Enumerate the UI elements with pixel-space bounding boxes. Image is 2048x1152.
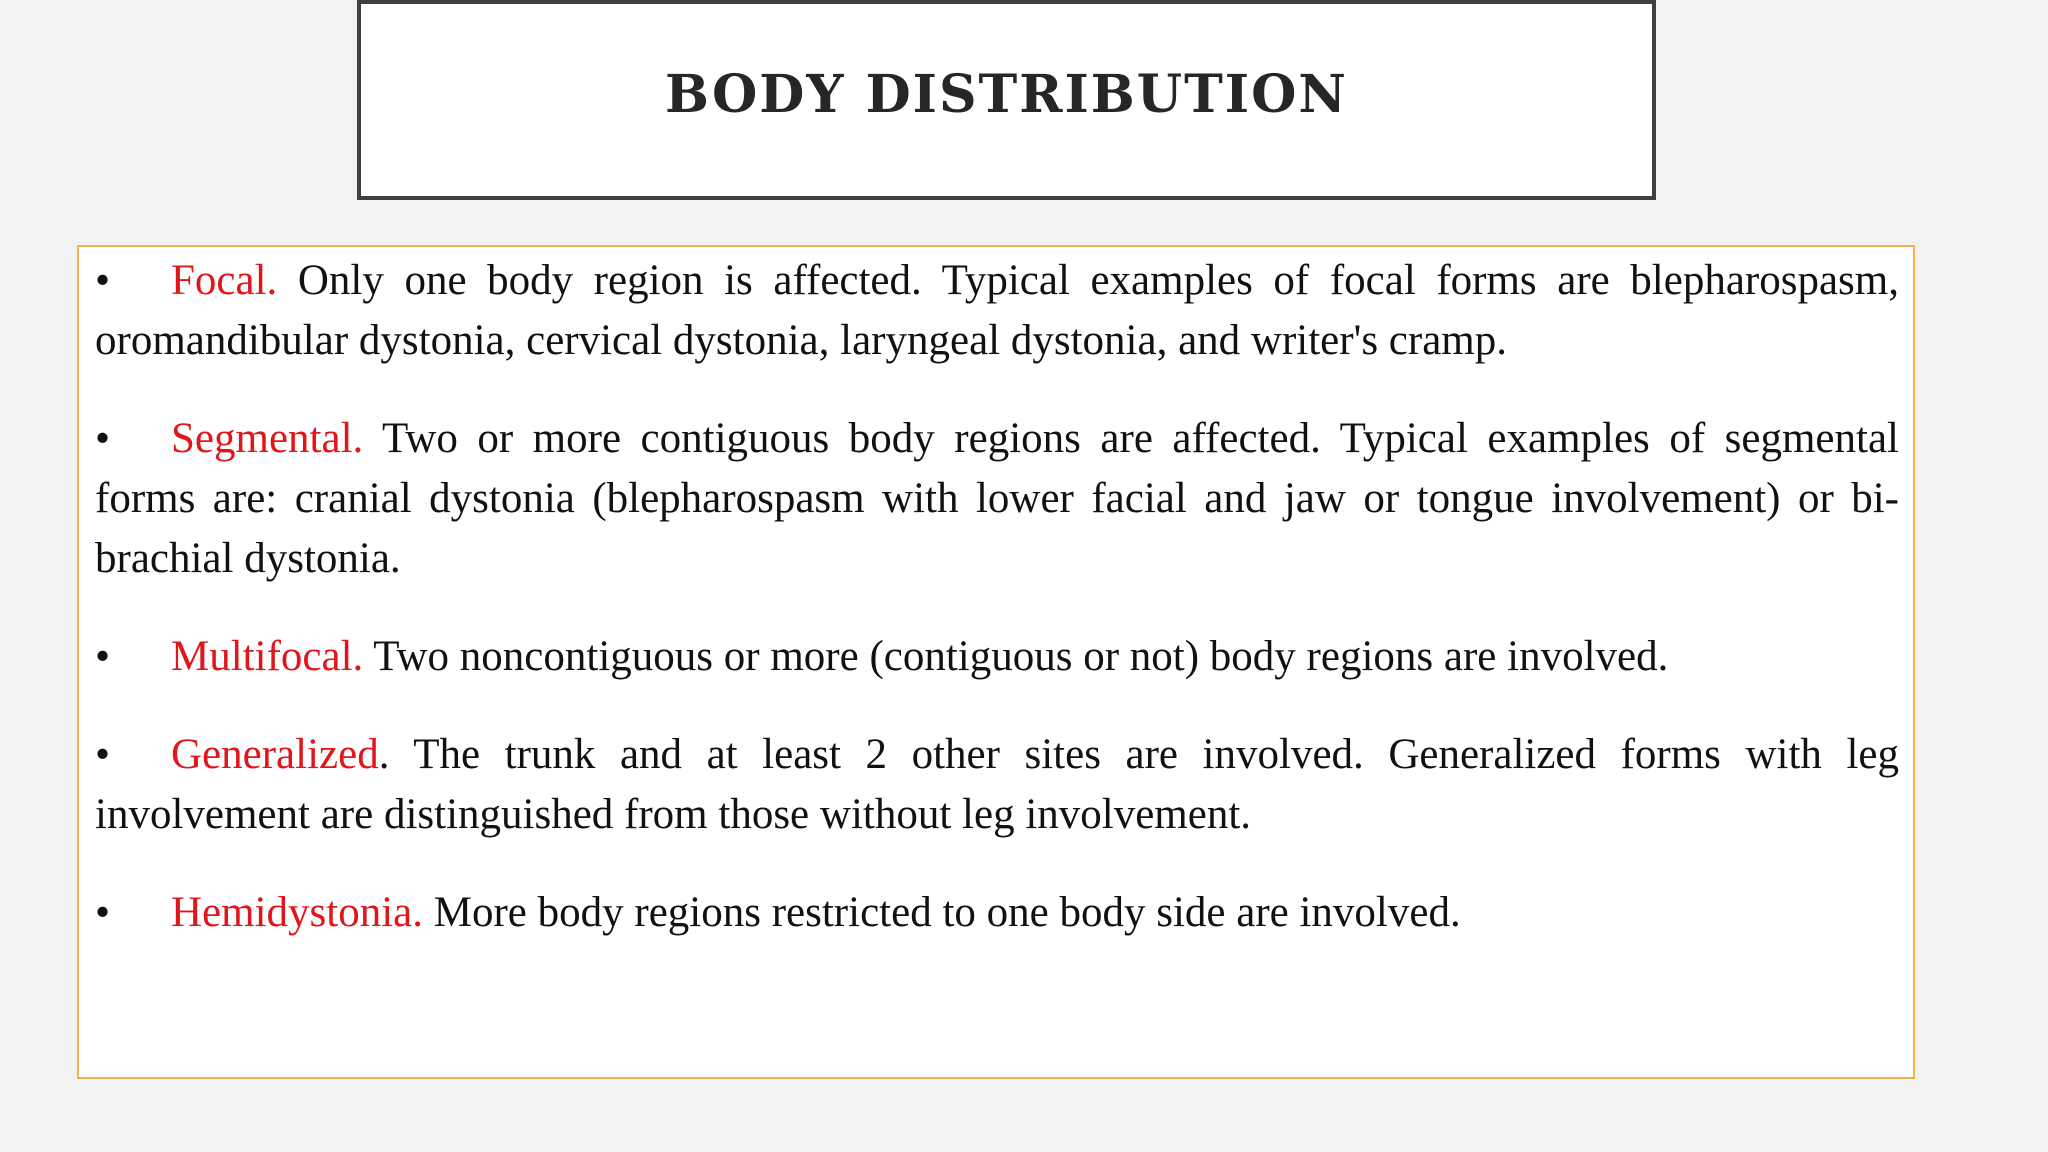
list-item-generalized <box>95 725 1899 845</box>
bullet: • <box>95 415 111 462</box>
bullet: • <box>95 889 111 936</box>
description-multifocal: Two noncontiguous or more (contiguous or not) body regions are involved. <box>363 633 1669 680</box>
description-segmental: Two or more contiguous body regions are affected. Typical examples of segmental forms are: cranial dystonia (blepharospasm with lower facial and jaw or tongue involvement) or bi-brachial dystonia. <box>95 415 1899 582</box>
description-hemidystonia: More body regions restricted to one body side are involved. <box>423 889 1461 936</box>
list-item-focal <box>95 251 1899 371</box>
term-hemidystonia: Hemidystonia. <box>171 889 423 936</box>
term-multifocal: Multifocal. <box>171 633 364 680</box>
content-box <box>77 245 1915 1079</box>
bullet: • <box>95 731 111 778</box>
list-item-segmental <box>95 409 1899 589</box>
slide-title: BODY DISTRIBUTION <box>665 64 1348 125</box>
description-generalized: . The trunk and at least 2 other sites are involved. Generalized forms with leg involvement are distinguished from those without leg involvement. <box>95 731 1899 838</box>
list-item-multifocal <box>95 627 1899 687</box>
term-focal: Focal. <box>171 257 278 304</box>
term-generalized: Generalized <box>171 731 379 778</box>
description-focal: Only one body region is affected. Typical examples of focal forms are blepharospasm, oromandibular dystonia, cervical dystonia, laryngeal dystonia, and writer's cramp. <box>95 257 1899 364</box>
title-box <box>357 0 1656 200</box>
bullet: • <box>95 633 111 680</box>
bullet: • <box>95 257 111 304</box>
list-item-hemidystonia <box>95 883 1899 943</box>
term-segmental: Segmental. <box>171 415 364 462</box>
